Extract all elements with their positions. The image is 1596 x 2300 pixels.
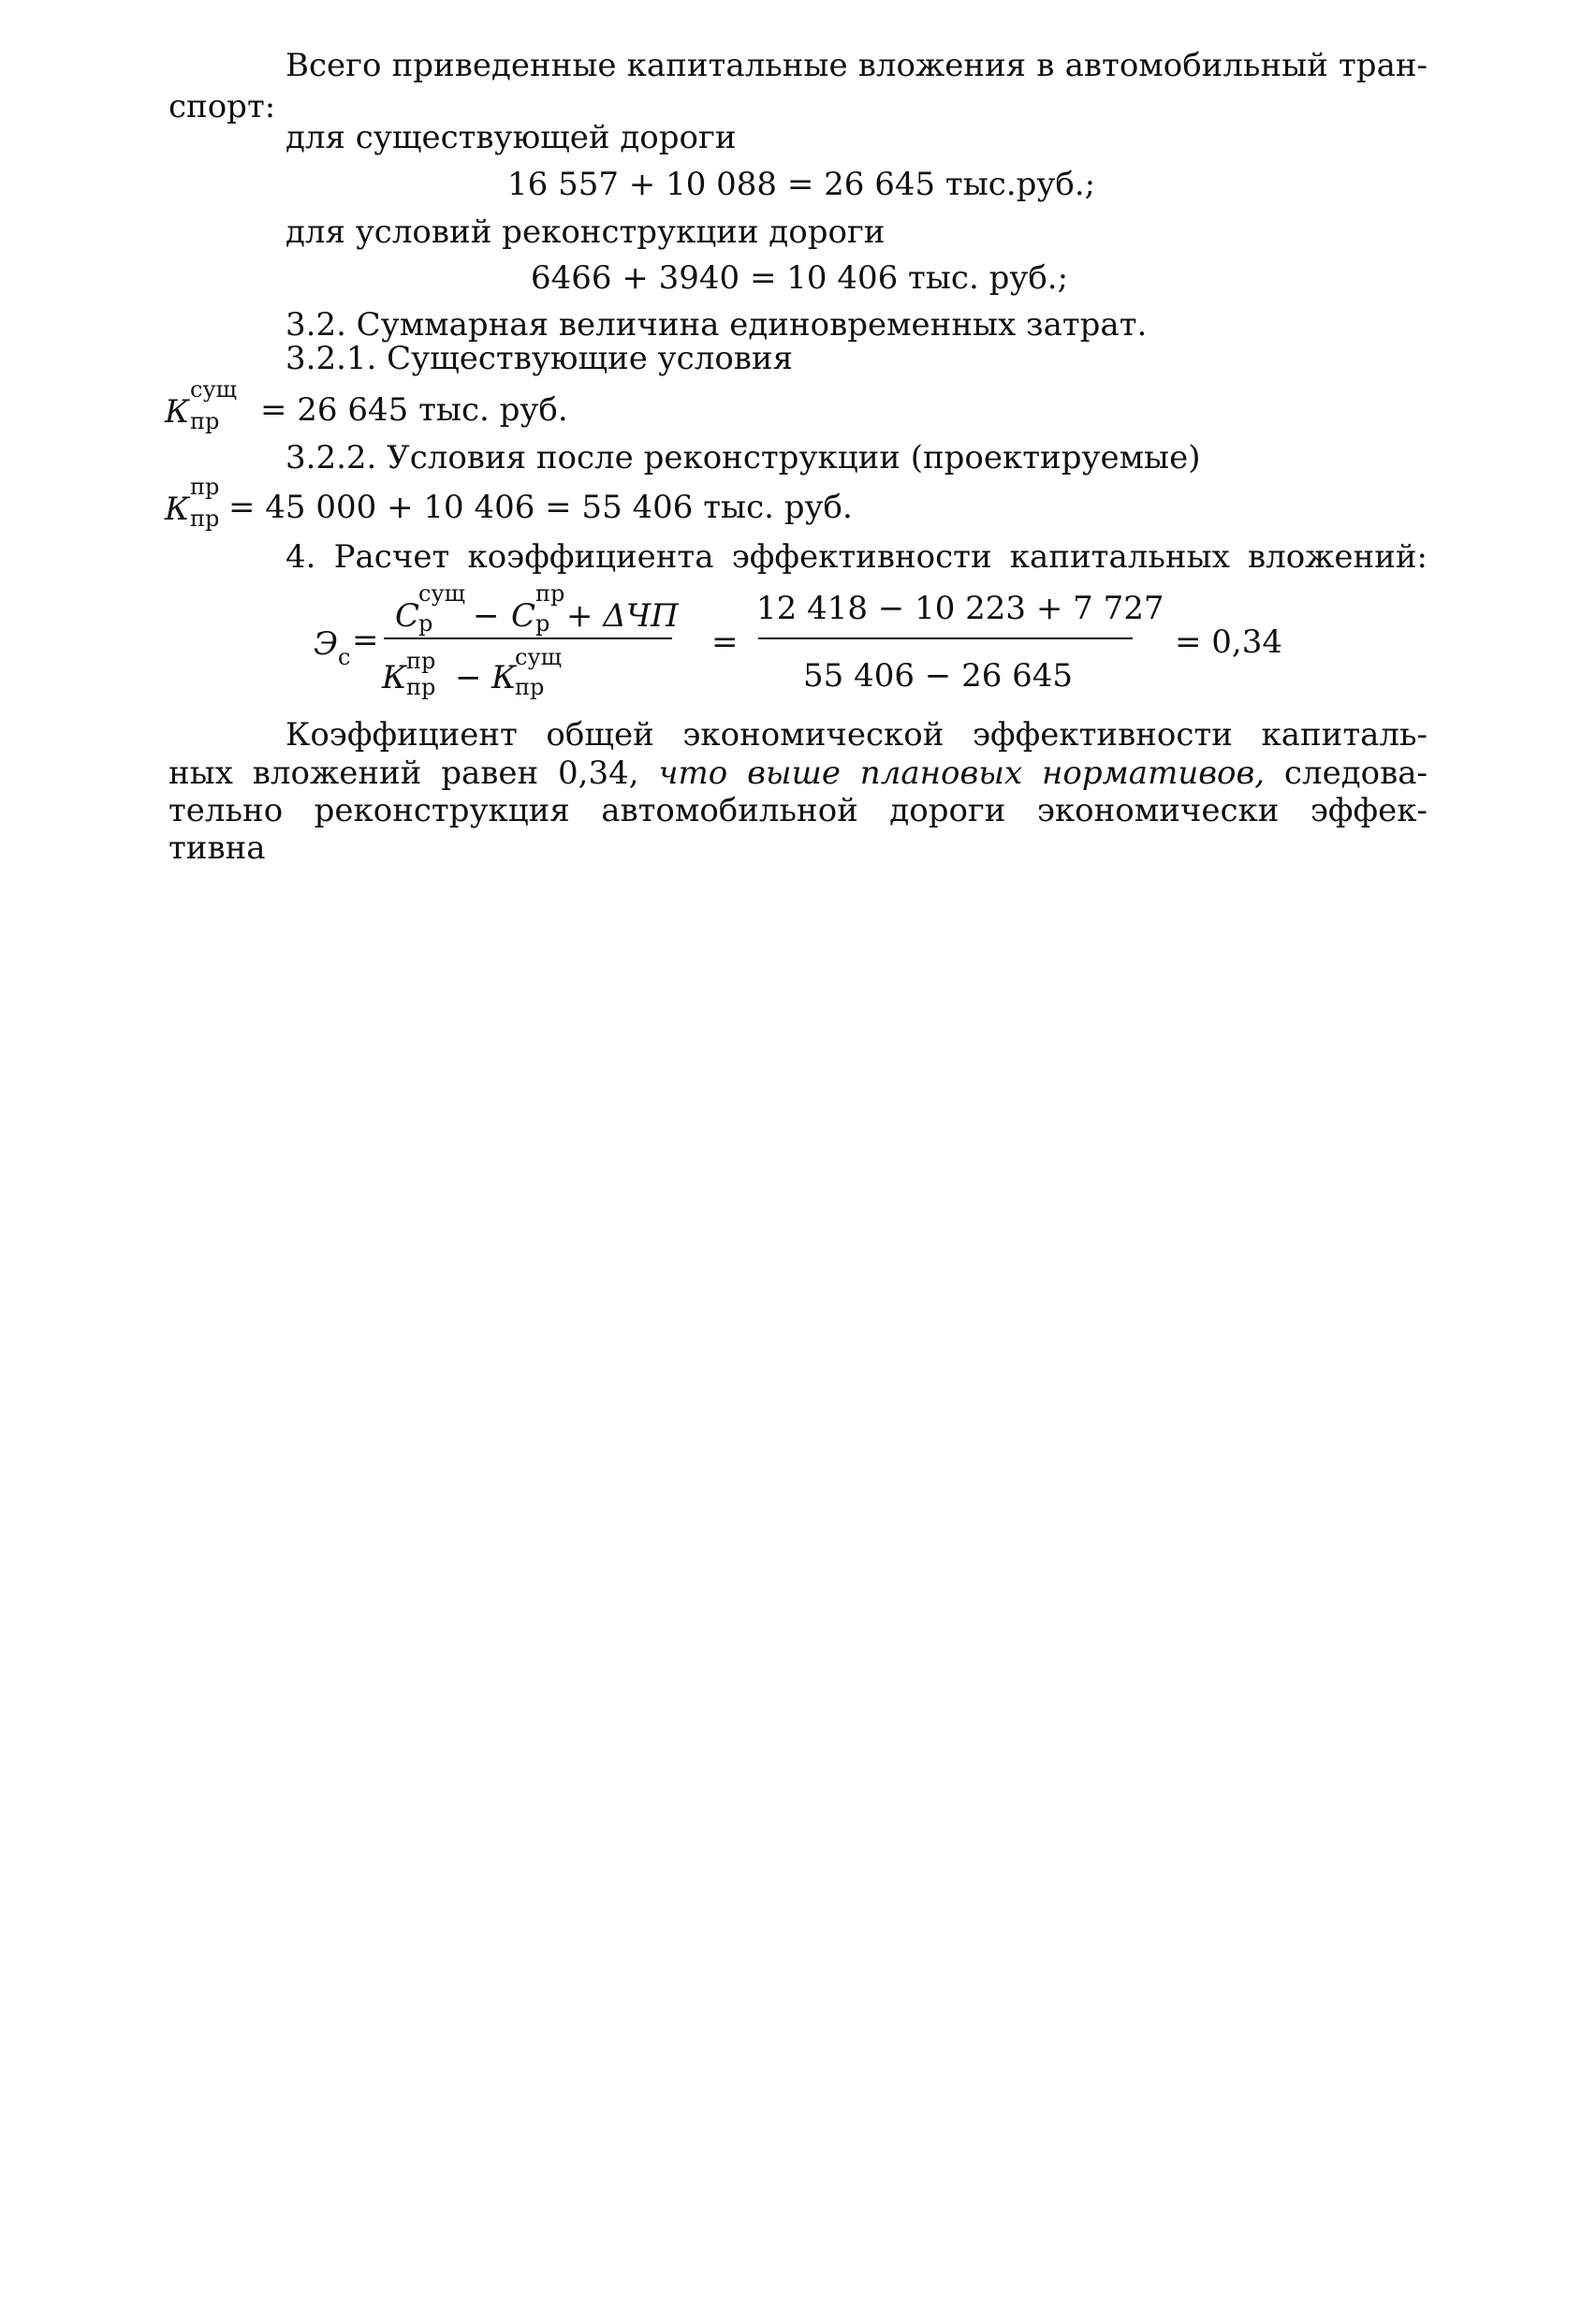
numeric-numerator: 12 418 − 10 223 + 7 727 — [756, 590, 1164, 627]
numerator-net-profit: + ΔЧП — [566, 597, 679, 635]
conclusion-line-2-part-1: ных вложений равен 0,34, — [168, 754, 659, 792]
conclusion-line-3: тельно реконструкция автомобильной дороги экономически эффек- — [168, 792, 1428, 829]
denominator-k-projected-subscript: пр — [406, 674, 436, 700]
conclusion-line-4: тивна — [168, 829, 266, 867]
denominator-minus: − — [455, 659, 482, 696]
conclusion-line-2-part-3: следова- — [1265, 754, 1428, 792]
intro-line-1: Всего приведенные капитальные вложения в автомобильный тран- — [286, 47, 1428, 84]
numerator-c-existing-subscript: р — [418, 610, 433, 637]
numerator-c-projected-superscript: пр — [535, 580, 565, 607]
reconstruction-label: для условий реконструкции дороги — [286, 213, 886, 251]
efficiency-lhs-equals: = — [352, 622, 379, 659]
efficiency-lhs-subscript: с — [338, 644, 351, 670]
k-existing-value: = 26 645 тыс. руб. — [260, 391, 568, 429]
numerator-c-existing: С — [395, 597, 420, 635]
k-existing-subscript: пр — [190, 408, 220, 434]
symbolic-fraction-bar — [384, 637, 672, 639]
section-3-2-1-heading: 3.2.1. Существующие условия — [286, 340, 794, 377]
section-3-2-2-heading: 3.2.2. Условия после реконструкции (проектируемые) — [286, 439, 1201, 476]
numerator-minus: − — [473, 597, 500, 635]
numeric-denominator: 55 406 − 26 645 — [803, 657, 1074, 695]
k-existing-superscript: сущ — [190, 376, 237, 403]
k-projected-value: = 45 000 + 10 406 = 55 406 тыс. руб. — [228, 489, 853, 526]
existing-road-formula: 16 557 + 10 088 = 26 645 тыс.руб.; — [507, 166, 1096, 203]
existing-road-label: для существующей дороги — [286, 119, 737, 156]
denominator-k-projected-superscript: пр — [406, 648, 436, 674]
conclusion-line-2 — [168, 754, 1428, 792]
efficiency-equals-2: = — [711, 623, 739, 661]
intro-line-2: спорт: — [168, 88, 276, 125]
efficiency-result: = 0,34 — [1175, 623, 1282, 661]
denominator-k-existing: К — [491, 659, 517, 696]
k-projected-symbol: К — [165, 491, 190, 528]
section-4-heading: 4. Расчет коэффициента эффективности капитальных вложений: — [286, 538, 1428, 576]
numeric-fraction-bar — [758, 637, 1133, 639]
numerator-c-existing-superscript: сущ — [418, 580, 465, 607]
section-3-2-heading: 3.2. Суммарная величина единовременных затрат. — [286, 306, 1148, 344]
numerator-c-projected: С — [511, 597, 536, 635]
reconstruction-formula: 6466 + 3940 = 10 406 тыс. руб.; — [531, 259, 1069, 297]
k-projected-subscript: пр — [190, 505, 220, 532]
conclusion-line-1: Коэффициент общей экономической эффективности капиталь- — [286, 716, 1428, 754]
denominator-k-existing-subscript: пр — [515, 674, 545, 700]
efficiency-lhs-symbol: Э — [314, 625, 339, 663]
conclusion-line-2-italic: что выше плановых нормативов, — [658, 754, 1266, 792]
denominator-k-projected: К — [382, 659, 407, 696]
numerator-c-projected-subscript: р — [535, 610, 550, 637]
denominator-k-existing-superscript: сущ — [515, 644, 562, 670]
k-existing-symbol: К — [165, 393, 190, 431]
k-projected-superscript: пр — [190, 474, 220, 500]
